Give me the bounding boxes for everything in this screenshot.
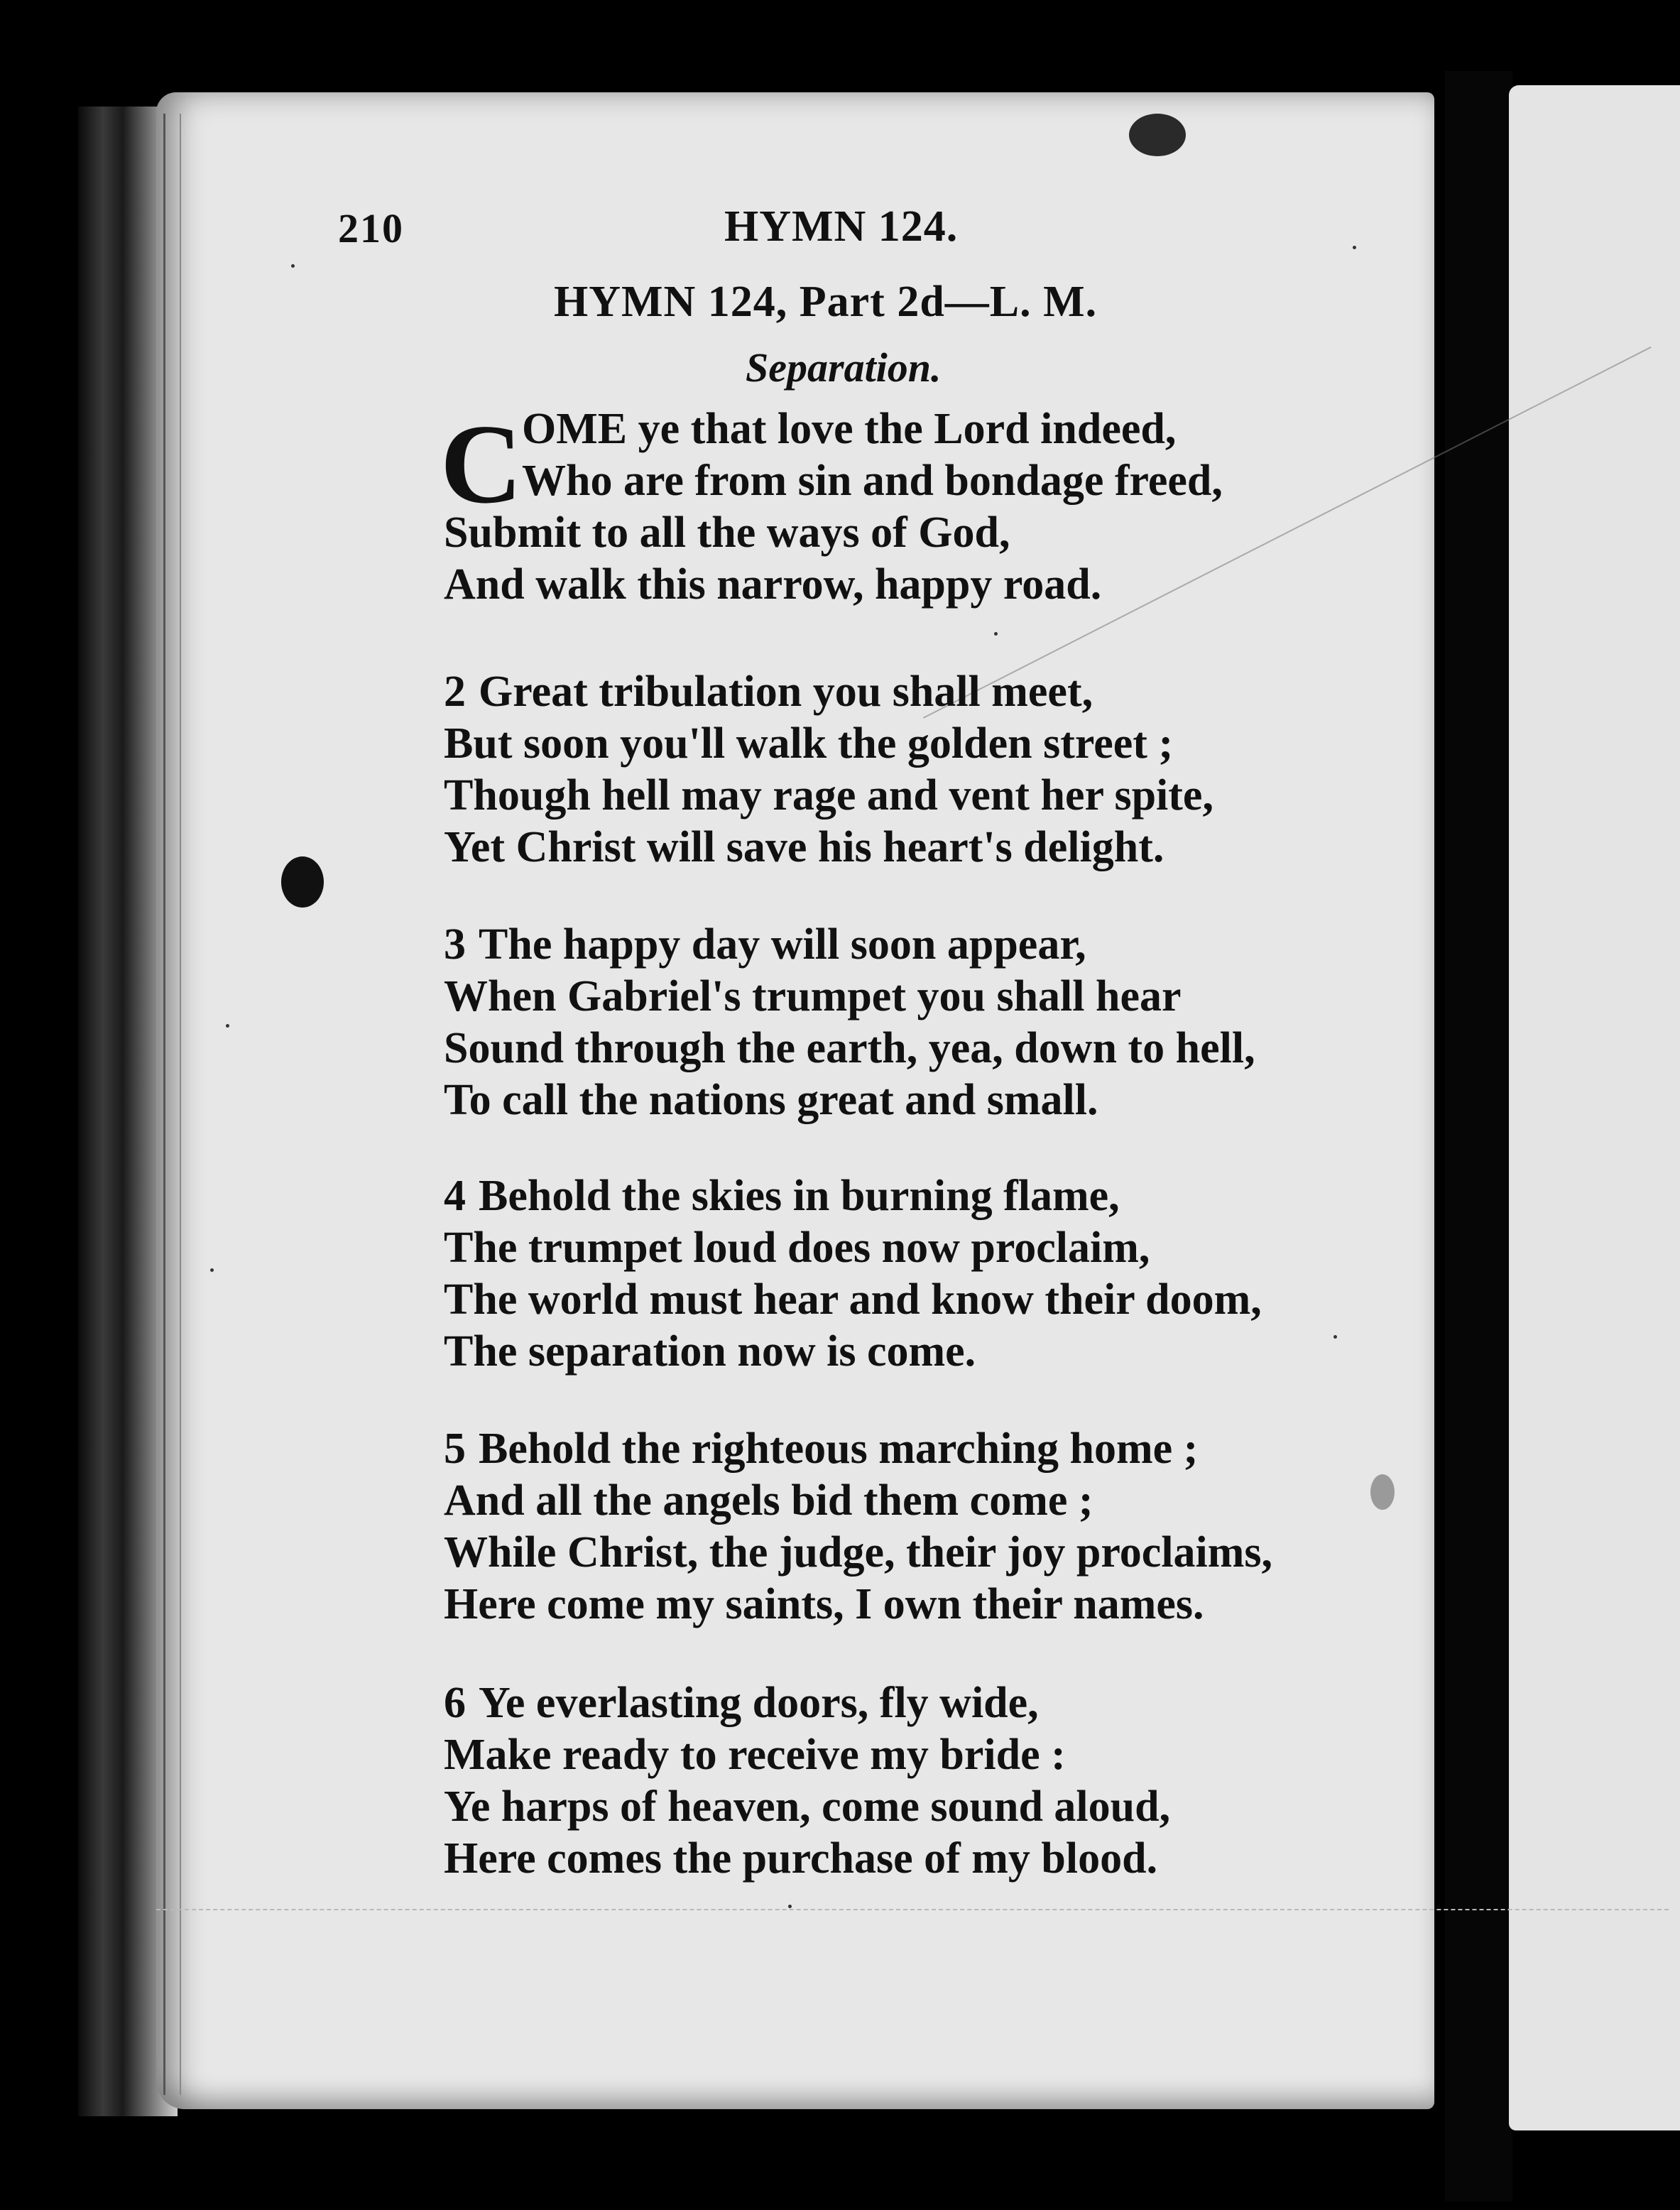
stanza-number: 6 [444, 1679, 466, 1727]
stanza-line: Great tribulation you shall meet, [479, 668, 1093, 716]
stanza-3 [444, 919, 1438, 1126]
stanza-line: Ye everlasting doors, fly wide, [479, 1679, 1039, 1727]
stanza-number: 5 [444, 1425, 466, 1473]
stanza-line: Yet Christ will save his heart's delight. [444, 823, 1164, 871]
stanza-4 [444, 1170, 1438, 1378]
stanza-line: Who are from sin and bondage freed, [522, 457, 1223, 505]
stanza-line: Behold the skies in burning flame, [479, 1172, 1120, 1220]
stanza-line: OME ye that love the Lord indeed, [522, 405, 1177, 453]
stanza-line: While Christ, the judge, their joy proclaims, [444, 1528, 1273, 1577]
stanza-line: Here come my saints, I own their names. [444, 1580, 1204, 1628]
stanza-line: Ye harps of heaven, come sound aloud, [444, 1782, 1171, 1831]
stanza-line: Submit to all the ways of God, [444, 508, 1010, 557]
stanza-line: The separation now is come. [444, 1327, 976, 1376]
stanza-line: The happy day will soon appear, [479, 920, 1086, 969]
stanza-line: When Gabriel's trumpet you shall hear [444, 972, 1182, 1020]
hymn-title: HYMN 124, Part 2d—L. M. [554, 278, 1098, 326]
stanza-line: And all the angels bid them come ; [444, 1476, 1093, 1525]
stanza-line: Make ready to receive my bride : [444, 1731, 1066, 1779]
stanza-1 [522, 403, 1516, 507]
stanza-2 [444, 666, 1438, 873]
stanza-number: 2 [444, 668, 466, 716]
page-number: 210 [338, 205, 404, 251]
stanza-number: 3 [444, 920, 466, 969]
hymn-subtitle: Separation. [746, 344, 942, 391]
stanza-6 [444, 1677, 1438, 1885]
drop-cap: C [440, 401, 523, 527]
stanza-line: Sound through the earth, yea, down to hell, [444, 1024, 1255, 1072]
stanza-number: 4 [444, 1172, 466, 1220]
stanza-line: Behold the righteous marching home ; [479, 1425, 1199, 1473]
stanza-line: The world must hear and know their doom, [444, 1275, 1262, 1324]
running-head: HYMN 124. [724, 202, 959, 251]
stanza-line: Though hell may rage and vent her spite, [444, 771, 1213, 820]
stanza-line: Here comes the purchase of my blood. [444, 1834, 1158, 1883]
stanza-1-continued [444, 507, 1438, 611]
stanza-5 [444, 1423, 1438, 1631]
stanza-line: To call the nations great and small. [444, 1076, 1098, 1124]
stanza-line: The trumpet loud does now proclaim, [444, 1224, 1150, 1272]
stanza-line: And walk this narrow, happy road. [444, 560, 1102, 609]
stanza-line: But soon you'll walk the golden street ; [444, 719, 1174, 768]
